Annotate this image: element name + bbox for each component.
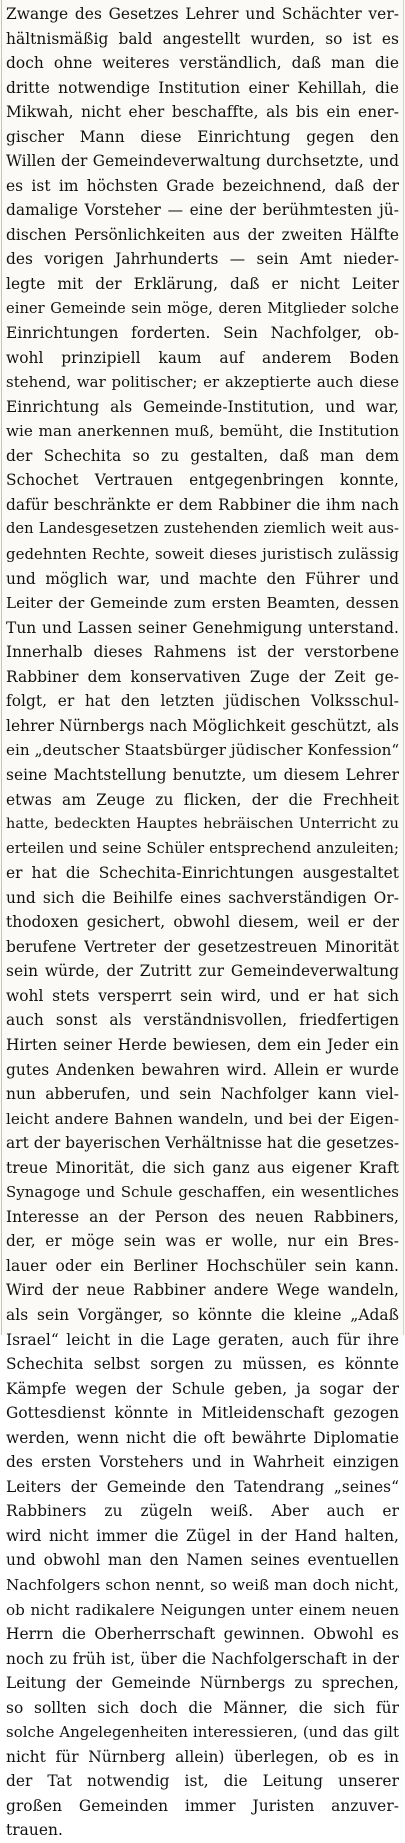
text-line: der, er möge sein was er wolle, nur ein Bres- (6, 1232, 399, 1251)
text-line: doch ohne weiteres verständlich, daß man die (6, 54, 399, 73)
text-line: ob nicht radikalere Neigungen unter einem neuen (6, 1600, 399, 1619)
text-line: hältnismäßig bald angestellt wurden, so ist es (6, 29, 399, 48)
text-line: Herrn die Oberherrschaft gewinnen. Obwohl es (6, 1625, 399, 1644)
text-line: etwas am Zeuge zu flicken, der die Frechheit (6, 790, 399, 809)
text-line: gischer Mann diese Einrichtung gegen den (6, 127, 399, 146)
text-line: Leitung der Gemeinde Nürnbergs zu sprechen, (6, 1674, 399, 1693)
text-line: erteilen und seine Schüler entsprechend anzuleiten; (6, 839, 399, 857)
text-line: Kämpfe wegen der Schule geben, ja sogar der (6, 1379, 399, 1398)
text-line: ein „deutscher Staatsbürger jüdischer Konfession“ (6, 741, 400, 760)
text-line: noch zu früh ist, über die Nachfolgerschaft in der (6, 1649, 399, 1668)
text-line: wie man anerkennen muß, bemüht, die Institution (6, 422, 399, 441)
text-line: der Tat notwendig ist, die Leitung unserer (6, 1772, 399, 1791)
column-rule-left (1, 0, 2, 1335)
text-line: Zwange des Gesetzes Lehrer und Schächter ver- (6, 5, 399, 23)
text-line: Gottesdienst könnte in Mitleidenschaft gezogen (6, 1404, 399, 1423)
text-line: dafür beschränkte er dem Rabbiner die ihm nach (6, 495, 399, 514)
text-line: sein würde, der Zutritt zur Gemeindeverwaltung (6, 962, 399, 981)
text-line: trauen. (6, 1821, 63, 1840)
text-line: Einrichtung als Gemeinde-Institution, und war, (6, 397, 399, 416)
text-line: legte mit der Erklärung, daß er nicht Leiter (6, 275, 399, 294)
text-line: treue Minorität, die sich ganz aus eigener Kraft (6, 1158, 399, 1177)
text-line: Schechita selbst sorgen zu müssen, es könnte (6, 1355, 399, 1374)
text-line: Interesse an der Person des neuen Rabbiners, (6, 1207, 399, 1226)
text-line: hatte, bedeckten Hauptes hebräischen Unterricht zu (6, 816, 399, 833)
text-line: wird nicht immer die Zügel in der Hand halten, (6, 1526, 399, 1545)
text-line: Rabbiners zu zügeln weiß. Aber auch er (6, 1502, 399, 1521)
text-line: gutes Andenken bewahren wird. Allein er wurde (6, 1060, 399, 1079)
text-line: Mikwah, nicht eher beschaffte, als bis ein ener- (6, 103, 399, 122)
text-line: der Schechita so zu gestalten, daß man dem (6, 446, 399, 465)
text-line: gedehnten Rechte, soweit dieses juristisch zulässig (6, 545, 399, 564)
text-line: als sein Vorgänger, so könnte die kleine „Adaß (6, 1305, 399, 1324)
text-line: berufene Vertreter der gesetzestreuen Minorität (6, 937, 399, 956)
text-line: Synagoge und Schule geschaffen, ein wesentliches (6, 1183, 399, 1202)
text-line: stehend, war politischer; er akzeptierte auch diese (6, 373, 399, 392)
text-line: lehrer Nürnbergs nach Möglichkeit geschützt, als (6, 716, 399, 735)
text-line: des ersten Vorstehers und in Wahrheit einzigen (6, 1453, 399, 1472)
text-line: großen Gemeinden immer Juristen anzuver- (6, 1796, 399, 1815)
text-line: des vorigen Jahrhunderts — sein Amt nieder- (6, 250, 399, 269)
text-line: dischen Persönlichkeiten aus der zweiten Hälfte (6, 225, 399, 244)
text-line: werden, wenn nicht die oft bewährte Diplomatie (6, 1428, 399, 1447)
text-line: Tun und Lassen seiner Genehmigung unterstand. (6, 618, 399, 637)
text-line: nicht für Nürnberg allein) überlegen, ob es in (6, 1747, 399, 1766)
text-line: Leiter der Gemeinde zum ersten Beamten, dessen (6, 594, 399, 613)
text-line: leicht andere Bahnen wandeln, und bei der Eigen- (6, 1109, 399, 1128)
text-line: art der bayerischen Verhältnisse hat die gesetzes- (6, 1134, 400, 1153)
text-line: solche Angelegenheiten interessieren, (und das gilt (6, 1723, 399, 1742)
text-line: es ist im höchsten Grade bezeichnend, daß der (6, 176, 399, 195)
text-line: folgt, er hat den letzten jüdischen Volksschul- (6, 692, 399, 711)
text-line: lauer oder ein Berliner Hochschüler sein kann. (6, 1256, 399, 1275)
text-line: so sollten sich doch die Männer, die sich für (6, 1698, 399, 1717)
text-line: nun abberufen, und sein Nachfolger kann viel- (6, 1085, 399, 1104)
text-line: Innerhalb dieses Rahmens ist der verstorbene (6, 643, 399, 662)
text-line: dritte notwendige Institution einer Kehillah, die (6, 78, 399, 97)
text-line: auch sonst als verständnisvollen, friedfertigen (6, 1011, 399, 1030)
text-line: Hirten seiner Herde bewiesen, dem ein Jeder ein (6, 1035, 399, 1054)
text-line: Rabbiner dem konservativen Zuge der Zeit ge- (6, 667, 399, 686)
text-line: und möglich war, und machte den Führer und (6, 569, 399, 588)
text-line: Einrichtungen forderten. Sein Nachfolger, ob- (6, 324, 399, 343)
text-line: Israel“ leicht in die Lage geraten, auch für ihre (6, 1330, 399, 1349)
text-line: Leiters der Gemeinde den Tatendrang „seines“ (6, 1477, 399, 1496)
text-line: wohl stets versperrt sein wird, und er hat sich (6, 986, 399, 1005)
text-line: und sich die Beihilfe eines sachverständigen Or- (6, 888, 399, 907)
text-line: Schochet Vertrauen entgegenbringen konnte, (6, 471, 399, 490)
text-line: und obwohl man den Namen seines eventuellen (6, 1551, 399, 1570)
text-line: einer Gemeinde sein möge, deren Mitglieder solche (6, 299, 399, 317)
text-line: seine Machtstellung benutzte, um diesem Lehrer (6, 765, 399, 784)
text-line: Wird der neue Rabbiner andere Wege wandeln, (6, 1281, 399, 1300)
article-text-column (6, 2, 399, 1843)
text-line: wohl prinzipiell kaum auf anderem Boden (6, 348, 399, 367)
column-rule-right (403, 0, 404, 1335)
text-line: Willen der Gemeindeverwaltung durchsetzte, und (6, 152, 399, 171)
text-line: Nachfolgers schon nennt, so weiß man doch nicht, (6, 1576, 399, 1594)
text-line: den Landesgesetzen zustehenden ziemlich weit aus- (6, 520, 399, 538)
text-line: er hat die Schechita-Einrichtungen ausgestaltet (6, 864, 399, 883)
text-line: thodoxen gesichert, obwohl diesem, weil er der (6, 913, 399, 932)
text-line: damalige Vorsteher — eine der berühmtesten jü- (6, 201, 399, 220)
